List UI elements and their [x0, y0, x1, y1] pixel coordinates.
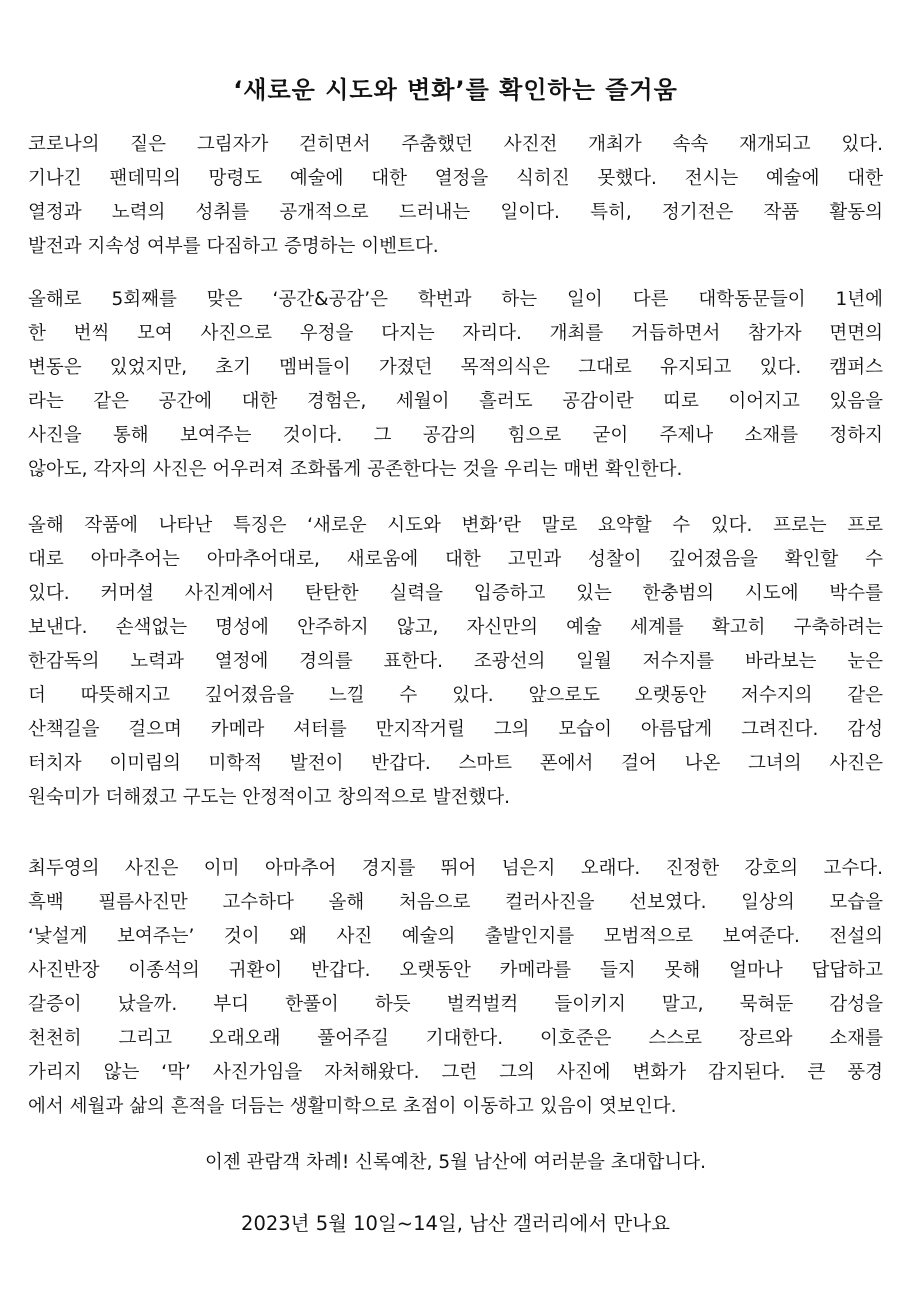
paragraph-line: 한감독의 노력과 열정에 경의를 표한다. 조광선의 일월 저수지를 바라보는 눈은 — [28, 651, 883, 672]
paragraph-line: 올해 작품에 나타난 특징은 ‘새로운 시도와 변화’란 말로 요약할 수 있다. 프로는 프로 — [28, 515, 883, 536]
paragraph-2 — [28, 283, 883, 487]
paragraph-line: 코로나의 짙은 그림자가 걷히면서 주춤했던 사진전 개최가 속속 재개되고 있다. — [28, 134, 883, 155]
paragraph-3 — [28, 509, 883, 815]
paragraph-line: 갈증이 났을까. 부디 한풀이 하듯 벌컥벌컥 들이키지 말고, 묵혀둔 감성을 — [28, 994, 883, 1015]
paragraph-4 — [28, 852, 883, 1124]
closing-invitation: 이젠 관람객 차례! 신록예찬, 5월 남산에 여러분을 초대합니다. — [204, 1152, 707, 1173]
paragraph-line: 최두영의 사진은 이미 아마추어 경지를 뛰어 넘은지 오래다. 진정한 강호의 고수다. — [28, 858, 883, 879]
document-title: ‘새로운 시도와 변화’를 확인하는 즐거움 — [233, 76, 678, 105]
paragraph-line: 천천히 그리고 오래오래 풀어주길 기대한다. 이호준은 스스로 장르와 소재를 — [28, 1028, 883, 1049]
paragraph-line: 변동은 있었지만, 초기 멤버들이 가졌던 목적의식은 그대로 유지되고 있다. 캠퍼스 — [28, 357, 883, 378]
paragraph-line: 발전과 지속성 여부를 다짐하고 증명하는 이벤트다. — [28, 236, 439, 257]
paragraph-line: 사진반장 이종석의 귀환이 반갑다. 오랫동안 카메라를 들지 못해 얼마나 답답하고 — [28, 960, 883, 981]
event-date: 2023년 5월 10일~14일, 남산 갤러리에서 만나요 — [241, 1212, 670, 1235]
paragraph-line: 산책길을 걸으며 카메라 셔터를 만지작거릴 그의 모습이 아름답게 그려진다. 감성 — [28, 719, 883, 740]
paragraph-line: 대로 아마추어는 아마추어대로, 새로움에 대한 고민과 성찰이 깊어졌음을 확인할 수 — [28, 549, 883, 570]
paragraph-line: ‘낯설게 보여주는’ 것이 왜 사진 예술의 출발인지를 모범적으로 보여준다. 전설의 — [28, 926, 883, 947]
paragraph-line: 않아도, 각자의 사진은 어우러져 조화롭게 공존한다는 것을 우리는 매번 확인한다. — [28, 459, 683, 480]
paragraph-line: 더 따뜻해지고 깊어졌음을 느낄 수 있다. 앞으로도 오랫동안 저수지의 같은 — [28, 685, 883, 706]
paragraph-line: 한 번씩 모여 사진으로 우정을 다지는 자리다. 개최를 거듭하면서 참가자 면면의 — [28, 323, 883, 344]
paragraph-line: 라는 같은 공간에 대한 경험은, 세월이 흘러도 공감이란 띠로 이어지고 있음을 — [28, 391, 883, 412]
paragraph-1 — [28, 128, 883, 264]
paragraph-line: 보낸다. 손색없는 명성에 안주하지 않고, 자신만의 예술 세계를 확고히 구축하려는 — [28, 617, 883, 638]
paragraph-line: 기나긴 팬데믹의 망령도 예술에 대한 열정을 식히진 못했다. 전시는 예술에 대한 — [28, 168, 883, 189]
paragraph-line: 원숙미가 더해졌고 구도는 안정적이고 창의적으로 발전했다. — [28, 787, 511, 808]
paragraph-line: 열정과 노력의 성취를 공개적으로 드러내는 일이다. 특히, 정기전은 작품 활동의 — [28, 202, 883, 223]
paragraph-line: 가리지 않는 ‘막’ 사진가임을 자처해왔다. 그런 그의 사진에 변화가 감지된다. 큰 풍경 — [28, 1062, 883, 1083]
paragraph-line: 사진을 통해 보여주는 것이다. 그 공감의 힘으로 굳이 주제나 소재를 정하지 — [28, 425, 883, 446]
paragraph-line: 흑백 필름사진만 고수하다 올해 처음으로 컬러사진을 선보였다. 일상의 모습을 — [28, 892, 883, 913]
paragraph-line: 올해로 5회째를 맞은 ‘공간&공감’은 학번과 하는 일이 다른 대학동문들이 1년에 — [28, 289, 883, 310]
paragraph-line: 에서 세월과 삶의 흔적을 더듬는 생활미학으로 초점이 이동하고 있음이 엿보인다. — [28, 1096, 677, 1117]
paragraph-line: 터치자 이미림의 미학적 발전이 반갑다. 스마트 폰에서 걸어 나온 그녀의 사진은 — [28, 753, 883, 774]
paragraph-line: 있다. 커머셜 사진계에서 탄탄한 실력을 입증하고 있는 한충범의 시도에 박수를 — [28, 583, 883, 604]
